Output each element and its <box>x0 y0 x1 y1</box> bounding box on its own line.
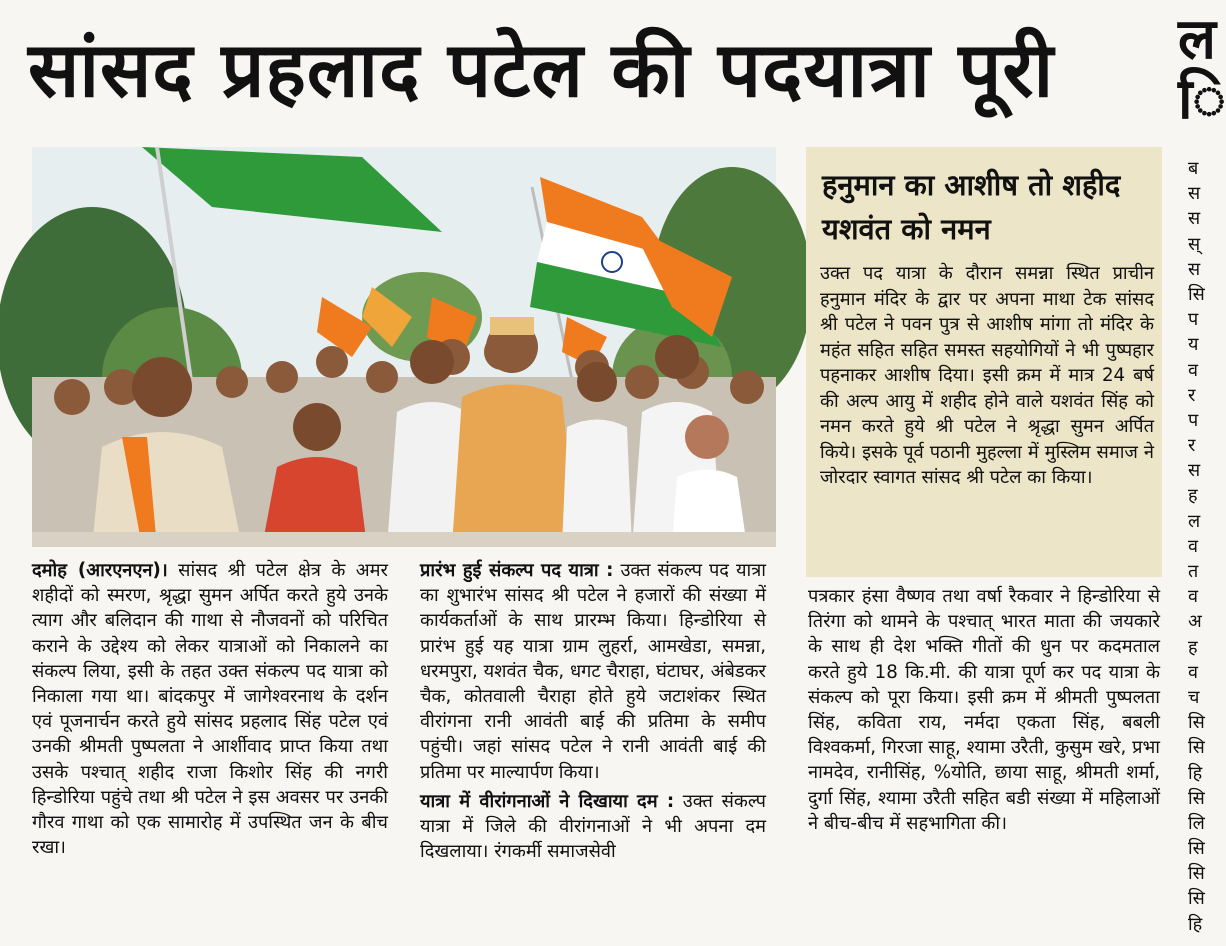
article-column-2 <box>420 558 766 864</box>
edge-char: व <box>1188 586 1199 608</box>
headline: सांसद प्रहलाद पटेल की पदयात्रा पूरी <box>28 25 1055 114</box>
edge-char: च <box>1188 686 1200 708</box>
edge-char: सि <box>1188 888 1205 910</box>
march-with-flags-illustration <box>32 147 776 547</box>
edge-char: हि <box>1188 913 1203 935</box>
edge-char: र <box>1188 435 1196 457</box>
sidebar-title: हनुमान का आशीष तो शहीद यशवंत को नमन <box>822 168 1121 246</box>
edge-char: य <box>1188 334 1199 356</box>
edge-char: ल <box>1188 510 1201 532</box>
edge-char: स <box>1188 208 1201 230</box>
edge-char: व <box>1188 661 1199 683</box>
edge-char: त <box>1188 561 1199 582</box>
edge-char: सि <box>1188 712 1205 734</box>
column-2-para-1: उक्त संकल्प पद यात्रा का शुभारंभ सांसद श्री पटेल ने हजारों की संख्या में कार्यकर्ताओं के साथ प्रारम्भ किया। हिन्डोरिया से प्रारंभ हुई यह यात्रा ग्राम लुहर्रा, आमखेडा, समन्ना, धरमपुरा, यशवंत चैक, धगट चैराहा, घंटाघर, अंबेडकर चैक, कोतवाली चैराहा होते हुये जटाशंकर स्थित वीरांगना रानी आवंती बाई की प्रतिमा के समीप पहुंची। जहां सांसद पटेल ने रानी आवंती बाई की प्रतिमा पर माल्यार्पण किया। <box>420 560 766 783</box>
edge-char: स <box>1188 258 1201 280</box>
edge-char: व <box>1188 535 1199 557</box>
edge-char: ब <box>1188 158 1199 179</box>
edge-char: ह <box>1188 485 1198 507</box>
edge-char: सि <box>1188 787 1205 809</box>
edge-char: सि <box>1188 737 1205 759</box>
edge-char: सि <box>1188 838 1205 860</box>
edge-char: सि <box>1188 283 1205 305</box>
edge-char: अ <box>1188 611 1202 633</box>
edge-char: लि <box>1188 812 1205 834</box>
subheading-start: प्रारंभ हुई संकल्प पद यात्रा : <box>420 560 614 581</box>
march-photo <box>32 147 776 547</box>
adjacent-article-fragment <box>1188 156 1205 936</box>
edge-char: हि <box>1188 762 1203 784</box>
edge-char: स <box>1188 183 1201 205</box>
column-1-body: सांसद श्री पटेल क्षेत्र के अमर शहीदों को स्मरण, श्रृद्धा सुमन अर्पित करते हुये उनके त्याग और बलिदान की गाथा से नौजवनों को परिचित कराने के उद्देश्य को लेकर यात्राओं को निकालने का संकल्प लिया, इसी के तहत उक्त संकल्प पद यात्रा को निकाला गया था। बांदकपुर में जागेश्वरनाथ के दर्शन एवं पूजनार्चन करते हुये सांसद प्रहलाद सिंह पटेल एवं उनकी श्रीमती पुष्पलता ने आर्शीवाद प्राप्त किया तथा उसके पश्चात् शहीद राजा किशोर सिंह की नगरी हिन्डोरिया पहुंचे तथा श्री पटेल ने इस अवसर पर उनकी गौरव गाथा को एक सामारोह में उपस्थित जन के बीच रखा। <box>32 560 388 859</box>
edge-char: ह <box>1188 636 1198 658</box>
column-2-para-2: उक्त संकल्प यात्रा में जिले की वीरांगनाओं ने भी अपना दम दिखलाया। रंगकर्मी समाजसेवी <box>420 790 766 863</box>
edge-char: स <box>1188 460 1201 482</box>
edge-top-char: ि <box>1178 67 1226 132</box>
column-3-body: पत्रकार हंसा वैष्णव तथा वर्षा रैकवार ने हिन्डोरिया से तिरंगा को थामने के पश्चात् भारत माता की जयकारे के साथ ही देश भक्ति गीतों की धुन पर कदमताल करते हुये 18 कि.मी. की यात्रा पूर्ण कर पद यात्रा के संकल्प को पूरा किया। इसी क्रम में श्रीमती पुष्पलता सिंह, कविता राय, नर्मदा एकता सिंह, बबली विश्वकर्मा, गिरजा साहू, श्यामा उरैती, कुसुम खरे, प्रभा नामदेव, रानीसिंह, %योति, छाया साहू, श्रीमती शर्मा, दुर्गा सिंह, श्यामा उरैती सहित बडी संख्या में महिलाओं ने बीच-बीच में सहभागिता की। <box>808 586 1160 834</box>
edge-char: व <box>1188 359 1199 381</box>
edge-char: स् <box>1188 233 1201 255</box>
edge-top-char: ल <box>1178 7 1216 72</box>
sidebar-body: उक्त पद यात्रा के दौरान समन्ना स्थित प्राचीन हनुमान मंदिर के द्वार पर अपना माथा टेक सांसद श्री पटेल ने पवन पुत्र से आशीष मांगा तो मंदिर के महंत सहित सहित समस्त सहयोगियों ने भी पुष्पहार पहनाकर आशीष दिया। इसी क्रम में मात्र 24 बर्ष की अल्प आयु में शहीद होने वाले यशवंत सिंह को नमन करते हुये श्री पटेल ने श्रृद्धा सुमन अर्पित किये। इसके पूर्व पठानी मुहल्ला में मुस्लिम समाज ने जोरदार स्वागत सांसद श्री पटेल का किया। <box>820 263 1154 488</box>
sidebar-box <box>806 147 1162 577</box>
edge-char: प <box>1188 309 1199 331</box>
edge-char: प <box>1188 409 1199 431</box>
adjacent-headline-fragment <box>1178 7 1226 132</box>
article-column-3 <box>808 584 1160 836</box>
article-column-1 <box>32 558 388 860</box>
dateline: दमोह (आरएनएन)। <box>32 560 168 581</box>
edge-char: सि <box>1188 863 1205 885</box>
subheading-veerangana: यात्रा में वीरांगनाओं ने दिखाया दम : <box>420 790 675 812</box>
edge-char: र <box>1188 384 1196 406</box>
